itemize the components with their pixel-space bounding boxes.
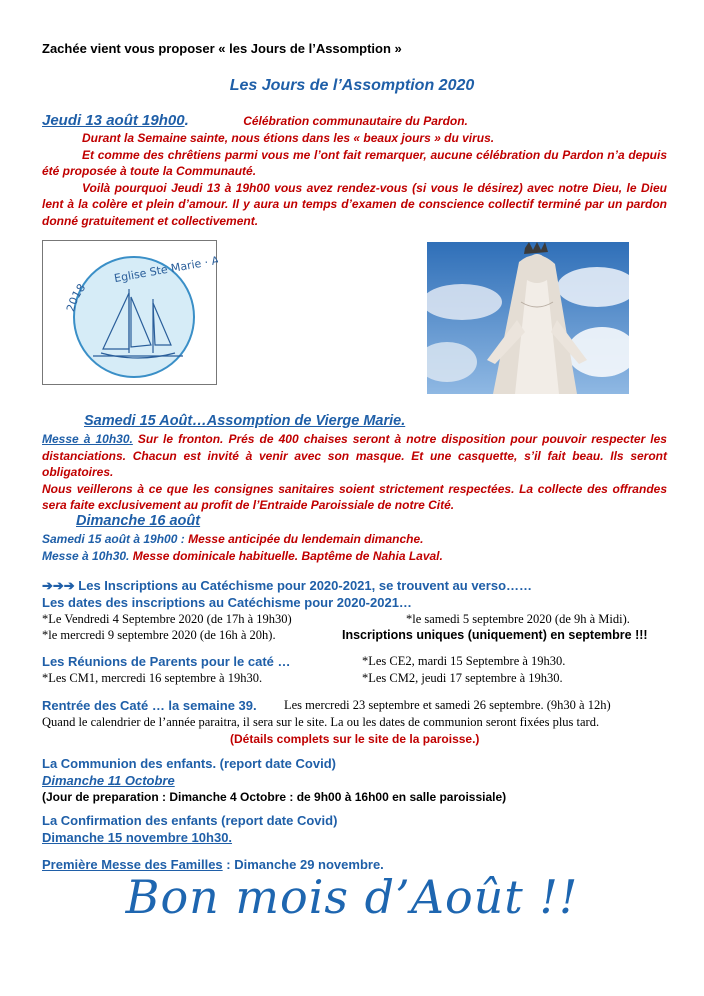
- rentree-heading: Rentrée des Caté … la semaine 39.: [42, 698, 257, 713]
- jeudi-p3: Voilà pourquoi Jeudi 13 à 19h00 vous avez rendez-vous (si vous le désirez) avec notre Dieu, le Dieu lent à la colère et plein d’amour. Il y aura un temps d’examen de conscience collectif terminé par un pardon donné gratuitement et collectivement.: [42, 180, 667, 228]
- page-title: Les Jours de l’Assomption 2020: [229, 77, 475, 94]
- virgin-mary-statue-photo: [427, 242, 629, 394]
- cate-line1: Les Inscriptions au Catéchisme pour 2020-2021, se trouvent au verso……: [74, 578, 533, 593]
- samedi-section: [42, 413, 667, 514]
- dimanche-line1-label: Samedi 15 août à 19h00 :: [42, 532, 185, 546]
- logo-caption: Eglise Ste Marie · Anglet: [113, 248, 218, 286]
- cate-date-3: *le mercredi 9 septembre 2020 (de 16h à 20h).: [42, 628, 276, 642]
- cate-unique-note: Inscriptions uniques (uniquement) en septembre !!!: [342, 628, 648, 642]
- samedi-body: Sur le fronton. Prés de 400 chaises seront à notre disposition pour pouvoir respecter les distanciations. Chacun est invité à venir avec son masque. Et une casquette, s’il fait beau. Ils seront obligatoires.: [42, 432, 667, 479]
- cate-section: [42, 577, 682, 643]
- confirmation-date: Dimanche 15 novembre 10h30.: [42, 830, 233, 845]
- samedi-heading: Samedi 15 Août…Assomption de Vierge Marie.: [84, 413, 406, 429]
- dimanche-line1-text: Messe anticipée du lendemain dimanche.: [184, 532, 424, 546]
- dimanche-heading: Dimanche 16 août: [76, 513, 201, 529]
- dimanche-line2-label: Messe à 10h30.: [42, 548, 130, 563]
- rentree-details: (Détails complets sur le site de la paroisse.): [230, 732, 480, 746]
- rentree-note: Quand le calendrier de l’année paraitra, il sera sur le site. La ou les dates de communion seront fixées plus tard.: [42, 715, 600, 729]
- rentree-section: [42, 697, 692, 748]
- samedi-messe-time: Messe à 10h30.: [42, 432, 133, 446]
- familles-label: Première Messe des Familles: [42, 857, 223, 872]
- logo-text: 2018: [64, 281, 89, 314]
- rentree-dates: Les mercredi 23 septembre et samedi 26 septembre. (9h30 à 12h): [284, 698, 611, 712]
- jeudi-section: [42, 112, 667, 229]
- jeudi-p2: Et comme des chrêtiens parmi vous me l’ont fait remarquer, aucune célébration du Pardon n’a depuis été proposée à toute la Communauté.: [42, 147, 667, 178]
- cate-date-2: *le samedi 5 septembre 2020 (de 9h à Midi).: [406, 612, 630, 626]
- reunions-cm1: *Les CM1, mercredi 16 septembre à 19h30.: [42, 671, 263, 685]
- communion-prep: (Jour de preparation : Dimanche 4 Octobre : de 9h00 à 16h00 en salle paroissiale): [42, 790, 507, 804]
- cate-line2: Les dates des inscriptions au Catéchisme pour 2020-2021…: [42, 595, 412, 610]
- samedi-body2: Nous veillerons à ce que les consignes sanitaires soient strictement respectées. La collecte des offrandes sera faite exclusivement au profit de l’Entraide Paroissiale de notre Cité.: [42, 481, 667, 512]
- dimanche-line2-text: Messe dominicale habituelle. Baptême de Nahia Laval.: [129, 548, 443, 563]
- communion-section: [42, 755, 682, 806]
- jeudi-p1: Durant la Semaine sainte, nous étions dans les « beaux jours » du virus.: [82, 131, 495, 145]
- arrows-icon: ➔➔➔: [42, 578, 75, 593]
- reunions-heading: Les Réunions de Parents pour le caté …: [42, 654, 291, 669]
- parish-logo: [42, 240, 217, 385]
- dimanche-section: [42, 513, 667, 564]
- confirmation-section: [42, 812, 682, 846]
- reunions-section: [42, 653, 682, 686]
- jeudi-date: Jeudi 13 août 19h00: [42, 112, 185, 129]
- communion-heading: La Communion des enfants. (report date Covid): [42, 756, 336, 771]
- reunions-cm2: *Les CM2, jeudi 17 septembre à 19h30.: [362, 671, 563, 685]
- confirmation-heading: La Confirmation des enfants (report date Covid): [42, 813, 338, 828]
- familles-date: : Dimanche 29 novembre.: [222, 857, 384, 872]
- communion-date: Dimanche 11 Octobre: [42, 773, 175, 788]
- cate-date-1: *Le Vendredi 4 Septembre 2020 (de 17h à 19h30): [42, 612, 292, 626]
- intro-line: Zachée vient vous proposer « les Jours de l’Assomption »: [42, 41, 402, 56]
- reunions-ce2: *Les CE2, mardi 15 Septembre à 19h30.: [362, 654, 566, 668]
- jeudi-headline: Célébration communautaire du Pardon.: [243, 114, 468, 128]
- closing-greeting: Bon mois d’Août !!: [125, 870, 579, 924]
- jeudi-dot: .: [184, 112, 189, 129]
